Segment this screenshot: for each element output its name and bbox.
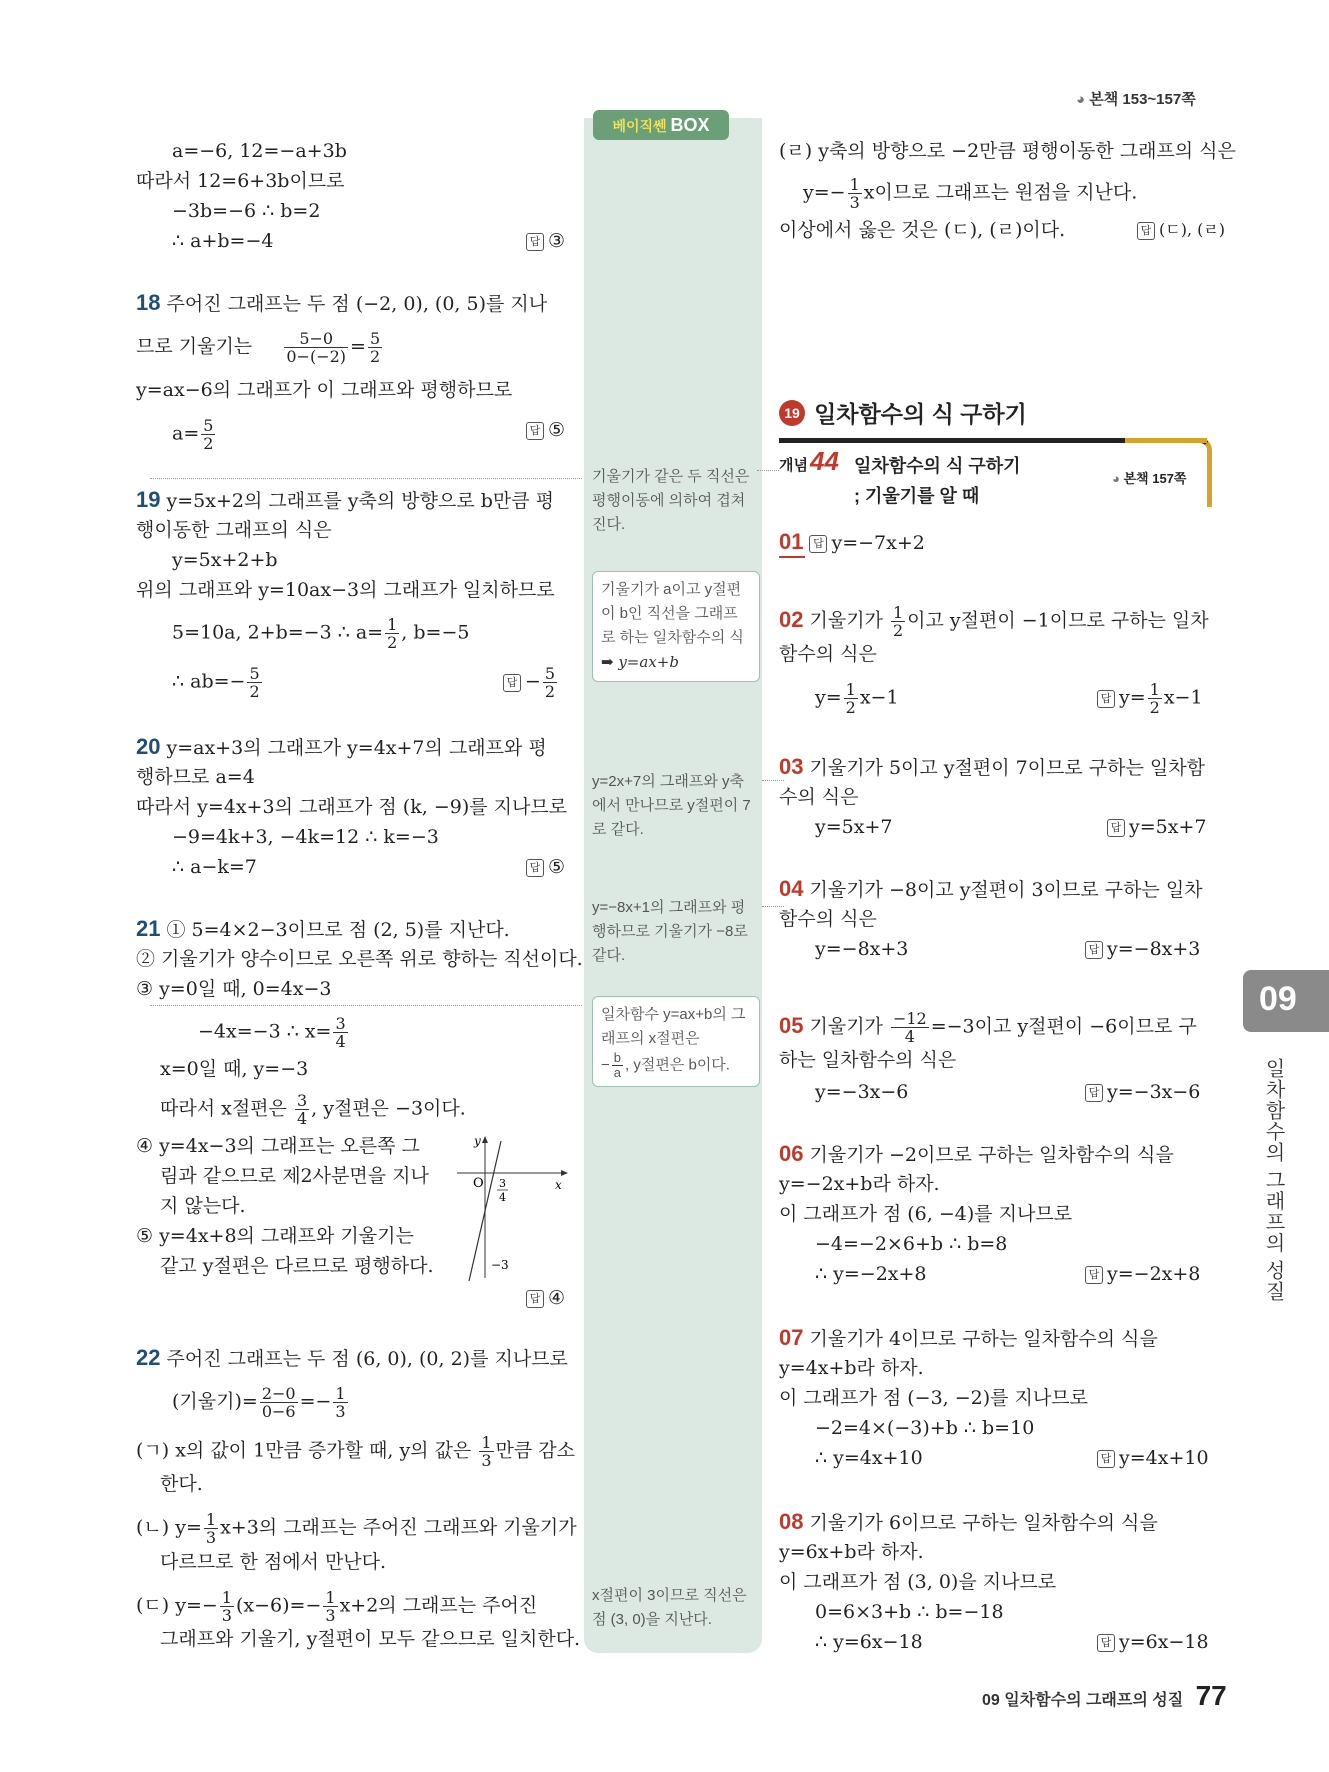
note-intercepts: 일차함수 y=ax+b의 그래프의 x절편은 − $\frac{b}{a}$ , y절편은 b이다. [592, 996, 760, 1087]
graph-y-intercept-label: −3 [491, 1258, 509, 1272]
item-07-line-3: 이 그래프가 점 (−3, −2)를 지나므로 [779, 1387, 1088, 1409]
problem-20-line-4: −9=4k+3, −4k=12 ∴ k=−3 [172, 826, 439, 848]
prev-line-3: −3b=−6 ∴ b=2 [172, 200, 321, 222]
problem-19-line-1: 19 y=5x+2의 그래프를 y축의 방향으로 b만큼 평 [136, 487, 555, 512]
problem-22-line-2: (기울기)= $\frac{2-0}{0-6}$ =− $\frac{1}{3}$ [172, 1384, 346, 1421]
divider-19 [150, 478, 582, 479]
item-02-line-3: y= $\frac{1}{2}$ x−1 [815, 680, 899, 717]
problem-21-line-10: ⑤ y=4x+8의 그래프와 기울기는 [136, 1225, 414, 1247]
answer-19: 답 − $\frac{5}{2}$ [503, 665, 559, 700]
problem-22-line-8: 그래프와 기울기, y절편이 모두 같으므로 일치한다. [160, 1628, 581, 1650]
item-02-line-2: 함수의 식은 [779, 643, 877, 665]
basic-box-column [584, 118, 762, 1653]
note-x-intercept-3: x절편이 3이므로 직선은 점 (3, 0)을 지난다. [592, 1587, 747, 1628]
answer-17: 답 ③ [526, 229, 565, 253]
answer-03: 답 y=5x+7 [1107, 815, 1206, 839]
problem-22-line-5: (ㄴ) y= $\frac{1}{3}$ x+3의 그래프는 주어진 그래프와 기울기가 [136, 1510, 577, 1547]
problem-19-line-6: ∴ ab=− $\frac{5}{2}$ [172, 664, 260, 701]
box-tag: 베이직쎈 BOX [593, 110, 729, 140]
problem-20-line-2: 행하므로 a=4 [136, 766, 255, 788]
connector-03 [762, 780, 784, 781]
item-06-line-3: 이 그래프가 점 (6, −4)를 지나므로 [779, 1203, 1073, 1225]
prev-line-2: 따라서 12=6+3b이므로 [136, 170, 345, 192]
graph-x-label: x [555, 1178, 562, 1192]
section-header [779, 396, 1027, 429]
item-04-line-2: 함수의 식은 [779, 908, 877, 930]
note-y-intercept-7: y=2x+7의 그래프와 y축에서 만나므로 y절편이 7로 같다. [592, 773, 751, 838]
chapter-side-tab: 09 [1243, 970, 1329, 1032]
note-slope-intercept: 기울기가 a이고 y절편이 b인 직선을 그래프로 하는 일차함수의 식 ➡ y=ax+b [592, 571, 760, 682]
item-06-line-2: y=−2x+b라 하자. [779, 1173, 940, 1195]
arrow-icon: ◕ [1076, 91, 1086, 108]
item-08-line-4: 0=6×3+b ∴ b=−18 [815, 1601, 1004, 1623]
answer-05: 답 y=−3x−6 [1085, 1080, 1200, 1104]
section-title: 일차함수의 식 구하기 [814, 401, 1027, 427]
chapter-side-title: 일차함수의 그래프의 성질 [1262, 1058, 1284, 1303]
problem-18-line-4: a= $\frac{5}{2}$ [172, 416, 214, 453]
problem-22-line-7: (ㄷ) y=− $\frac{1}{3}$ (x−6)=− $\frac{1}{3}$ x+2의 그래프는 주어진 [136, 1588, 538, 1625]
concept-title-2: ; 기울기를 알 때 [854, 486, 980, 506]
book-reference: ◕ 본책 153~157쪽 [1076, 91, 1196, 108]
problem-19-line-3: y=5x+2+b [172, 549, 278, 571]
problem-22-line-1: 22 주어진 그래프는 두 점 (6, 0), (0, 2)를 지나므로 [136, 1345, 568, 1370]
footer-chapter: 09 일차함수의 그래프의 성질 [982, 1692, 1184, 1709]
item-08-line-2: y=6x+b라 하자. [779, 1541, 924, 1563]
prev-line-4: ∴ a+b=−4 [172, 230, 274, 252]
problem-19-line-5: 5=10a, 2+b=−3 ∴ a= $\frac{1}{2}$ , b=−5 [172, 615, 470, 652]
item-05-line-3: y=−3x−6 [815, 1081, 909, 1103]
answer-08: 답 y=6x−18 [1097, 1630, 1209, 1654]
prev-line-1: a=−6, 12=−a+3b [172, 140, 347, 162]
concept-number: 44 [810, 446, 839, 476]
problem-19-line-2: 행이동한 그래프의 식은 [136, 519, 332, 541]
answer-07: 답 y=4x+10 [1097, 1446, 1209, 1470]
concept-label: 개념 [779, 457, 808, 474]
problem-21-line-9: 지 않는다. [160, 1195, 246, 1217]
problem-20-line-1: 20 y=ax+3의 그래프가 y=4x+7의 그래프와 평 [136, 734, 547, 759]
problem-22-line-6: 다르므로 한 점에서 만난다. [160, 1551, 387, 1573]
cont-line-2: y=− $\frac{1}{3}$ x이므로 그래프는 원점을 지난다. [803, 175, 1138, 212]
item-08-line-1: 08 기울기가 6이므로 구하는 일차함수의 식을 [779, 1509, 1158, 1534]
problem-21-line-6: 따라서 x절편은 $\frac{3}{4}$ , y절편은 −3이다. [160, 1091, 466, 1128]
item-03-line-2: 수의 식은 [779, 786, 859, 808]
item-03-line-3: y=5x+7 [815, 816, 893, 838]
answer-20: 답 ⑤ [526, 855, 565, 879]
answer-06: 답 y=−2x+8 [1085, 1262, 1200, 1286]
problem-21-line-8: 림과 같으므로 제2사분면을 지나 [160, 1165, 429, 1187]
concept-box-accent [1125, 438, 1207, 443]
divider-21 [150, 1005, 582, 1006]
item-01: 01 답 y=−7x+2 [779, 529, 925, 554]
item-07-line-4: −2=4×(−3)+b ∴ b=10 [815, 1417, 1035, 1439]
cont-line-3: 이상에서 옳은 것은 (ㄷ), (ㄹ)이다. [779, 219, 1066, 241]
item-07-line-5: ∴ y=4x+10 [815, 1447, 923, 1469]
problem-19-line-4: 위의 그래프와 y=10ax−3의 그래프가 일치하므로 [136, 579, 555, 601]
problem-18-line-2: 므로 기울기는 $\frac{5-0}{0-(-2)}$ = $\frac{5}{2}$ [136, 329, 381, 366]
graph-x-intercept-numerator: 3 [499, 1177, 506, 1190]
problem-20-line-3: 따라서 y=4x+3의 그래프가 점 (k, −9)를 지나므로 [136, 796, 568, 818]
concept-title-1: 일차함수의 식 구하기 [854, 456, 1021, 476]
answer-04: 답 y=−8x+3 [1085, 937, 1200, 961]
problem-21-line-7: ④ y=4x−3의 그래프는 오른쪽 그 [136, 1135, 420, 1157]
problem-21-line-2: ② 기울기가 양수이므로 오른쪽 위로 향하는 직선이다. [136, 948, 583, 970]
item-08-line-5: ∴ y=6x−18 [815, 1631, 923, 1653]
problem-22-line-4: 한다. [160, 1473, 203, 1495]
line-graph [455, 1133, 575, 1283]
item-04-line-1: 04 기울기가 −8이고 y절편이 3이므로 구하는 일차 [779, 876, 1203, 901]
graph-origin-label: O [473, 1176, 484, 1191]
arrow-icon: ◕ [1112, 471, 1120, 486]
item-04-line-3: y=−8x+3 [815, 938, 909, 960]
problem-22-line-3: (ㄱ) x의 값이 1만큼 증가할 때, y의 값은 $\frac{1}{3}$ 만큼 감소 [136, 1433, 575, 1470]
item-02-line-1: 02 기울기가 $\frac{1}{2}$ 이고 y절편이 −1이므로 구하는 일차 [779, 603, 1209, 640]
problem-21-line-11: 같고 y절편은 다르므로 평행하다. [160, 1255, 434, 1277]
footer [982, 1680, 1227, 1712]
note-parallel-overlap: 기울기가 같은 두 직선은 평행이동에 의하여 겹쳐진다. [592, 468, 750, 533]
item-01-underline [779, 556, 805, 558]
answer-21: 답 ④ [526, 1286, 565, 1310]
graph-x-intercept-denominator: 4 [499, 1191, 506, 1204]
problem-21-line-1: 21 ① 5=4×2−3이므로 점 (2, 5)를 지난다. [136, 916, 510, 941]
item-07-line-2: y=4x+b라 하자. [779, 1357, 924, 1379]
item-06-line-4: −4=−2×6+b ∴ b=8 [815, 1233, 1008, 1255]
concept-book-ref: ◕ 본책 157쪽 [1112, 471, 1187, 486]
answer-02: 답 y= $\frac{1}{2}$ x−1 [1097, 681, 1203, 716]
problem-20-line-5: ∴ a−k=7 [172, 856, 257, 878]
graph-y-label: y [474, 1134, 481, 1148]
item-03-line-1: 03 기울기가 5이고 y절편이 7이므로 구하는 일차함 [779, 754, 1205, 779]
problem-18-line-3: y=ax−6의 그래프가 이 그래프와 평행하므로 [136, 379, 513, 401]
problem-21-line-4: −4x=−3 ∴ x= $\frac{3}{4}$ [198, 1014, 346, 1051]
item-05-line-1: 05 기울기가 $\frac{-12}{4}$ =−3이고 y절편이 −6이므로 구 [779, 1009, 1197, 1046]
connector-01 [757, 470, 779, 471]
cont-line-1: (ㄹ) y축의 방향으로 −2만큼 평행이동한 그래프의 식은 [779, 140, 1236, 162]
problem-21-line-3: ③ y=0일 때, 0=4x−3 [136, 978, 332, 1000]
item-07-line-1: 07 기울기가 4이므로 구하는 일차함수의 식을 [779, 1325, 1158, 1350]
problem-21-line-5: x=0일 때, y=−3 [160, 1058, 309, 1080]
page-number: 77 [1195, 1680, 1227, 1711]
item-06-line-5: ∴ y=−2x+8 [815, 1263, 927, 1285]
item-06-line-1: 06 기울기가 −2이므로 구하는 일차함수의 식을 [779, 1141, 1174, 1166]
problem-18-line-1: 18 주어진 그래프는 두 점 (−2, 0), (0, 5)를 지나 [136, 290, 548, 315]
note-slope-minus-8: y=−8x+1의 그래프와 평행하므로 기울기가 −8로 같다. [592, 899, 748, 964]
item-05-line-2: 하는 일차함수의 식은 [779, 1049, 957, 1071]
answer-22: 답 (ㄷ), (ㄹ) [1137, 218, 1225, 242]
answer-18: 답 ⑤ [526, 418, 565, 442]
section-number-badge: 19 [779, 400, 805, 426]
item-08-line-3: 이 그래프가 점 (3, 0)을 지나므로 [779, 1571, 1057, 1593]
